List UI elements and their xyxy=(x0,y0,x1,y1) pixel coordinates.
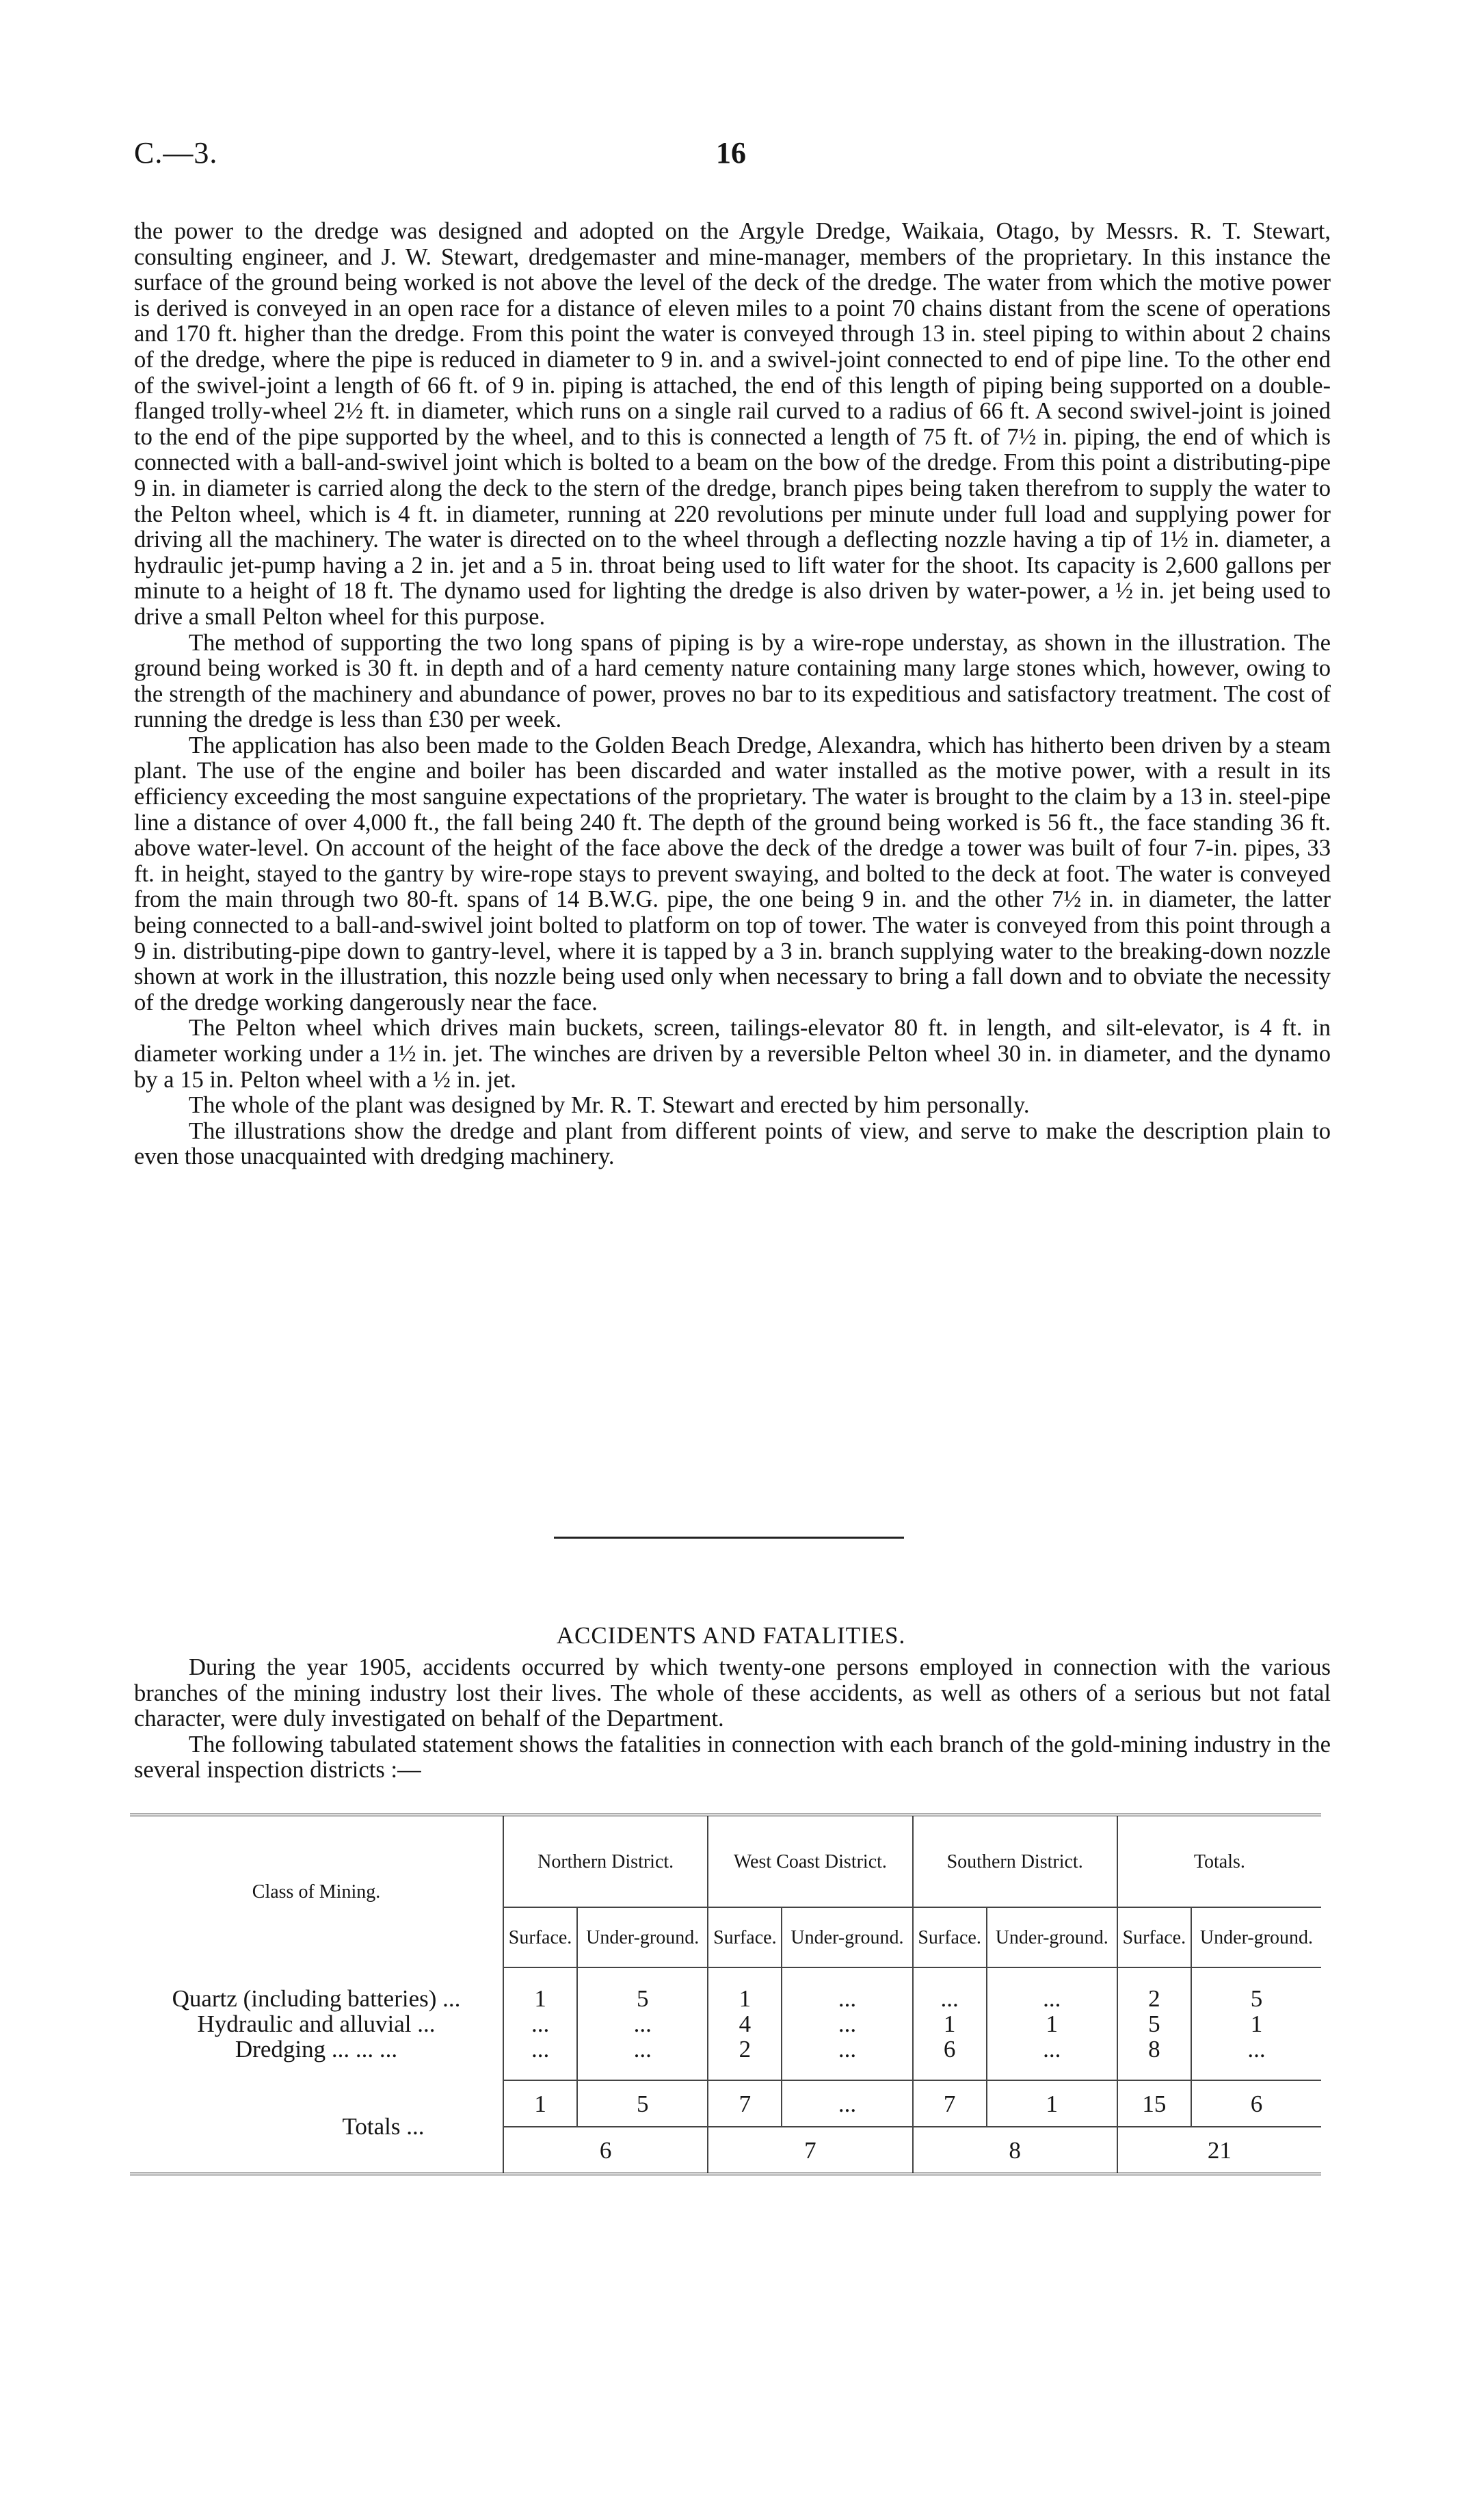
cell: 5 xyxy=(577,2080,708,2127)
section-title: ACCIDENTS AND FATALITIES. xyxy=(556,1622,906,1649)
cell: 7 xyxy=(708,2127,912,2174)
totals-label: Totals ... xyxy=(342,2112,425,2140)
paragraph: The Pelton wheel which drives main buckets, screen, tailings-elevator 80 ft. in length, and silt-elevator, is 4 ft. in diameter working under a 1½ in. jet. The winches are driven by a reversible Pelton wheel 30 in. in diameter, and the dynamo by a 15 in. Pelton wheel with a ½ in. jet. xyxy=(134,1015,1331,1093)
row-label: Hydraulic and alluvial ... xyxy=(197,2011,436,2037)
cell: ... xyxy=(782,2011,912,2037)
paragraph: The method of supporting the two long spans of piping is by a wire-rope understay, as shown in the illustration. The ground being worked is 30 ft. in depth and of a hard cementy nature containing many large stones which, however, owing to the strength of the machinery and abundance of power, proves no bar to its expeditious and satisfactory treatment. The cost of running the dredge is less than £30 per week. xyxy=(134,629,1331,733)
section-divider xyxy=(554,1537,904,1539)
cell: 7 xyxy=(708,2080,782,2127)
cell: 8 xyxy=(913,2127,1117,2174)
cell: ... xyxy=(782,1986,912,2011)
fatalities-table xyxy=(130,1814,1321,2175)
cell: 1 xyxy=(987,2011,1117,2037)
row-label: Quartz (including batteries) ... xyxy=(172,1985,461,2012)
cell: 6 xyxy=(1191,2080,1321,2127)
paragraph: The illustrations show the dredge and plant from different points of view, and serve to make the description plain to even those unacquainted with dredging machinery. xyxy=(134,1117,1331,1170)
district-header-northern: Northern District. xyxy=(503,1815,708,1907)
cell: 2 xyxy=(1117,1986,1191,2011)
cell: 1 xyxy=(503,2080,577,2127)
underground-header: Under-ground. xyxy=(1191,1907,1321,1967)
cell: ... xyxy=(577,2037,708,2062)
table-row xyxy=(130,2011,1321,2037)
document-reference: C.—3. xyxy=(134,136,218,170)
cell: 21 xyxy=(1117,2127,1321,2174)
underground-header: Under-ground. xyxy=(782,1907,912,1967)
cell: 15 xyxy=(1117,2080,1191,2127)
cell: 8 xyxy=(1117,2037,1191,2062)
cell: 4 xyxy=(708,2011,782,2037)
surface-header: Surface. xyxy=(1117,1907,1191,1967)
district-header-totals: Totals. xyxy=(1117,1815,1321,1907)
cell: ... xyxy=(577,2011,708,2037)
cell: 1 xyxy=(913,2011,987,2037)
paragraph: the power to the dredge was designed and adopted on the Argyle Dredge, Waikaia, Otago, by Messrs. R. T. Stewart, consulting engineer, and J. W. Stewart, dredgemaster and mine-manager, members of the proprietary. In this instance the surface of the ground being worked is not above the level of the deck of the dredge. The water from which the motive power is derived is conveyed in an open race for a distance of eleven miles to a point 70 chains distant from the scene of operations and 170 ft. higher than the dredge. From this point the water is conveyed through 13 in. steel piping to within about 2 chains of the dredge, where the pipe is reduced in diameter to 9 in. and a swivel-joint connected to end of pipe line. To the other end of the swivel-joint a length of 66 ft. of 9 in. piping is attached, the end of this length of piping being supported on a double-flanged trolly-wheel 2½ ft. in diameter, which runs on a single rail curved to a radius of 66 ft. A second swivel-joint is joined to the end of the pipe supported by the wheel, and to this is connected a length of 75 ft. of 7½ in. piping, the end of which is connected with a ball-and-swivel joint which is bolted to a beam on the bow of the dredge. From this point a distributing-pipe 9 in. in diameter is carried along the deck to the stern of the dredge, branch pipes being taken therefrom to supply the water to the Pelton wheel, which is 4 ft. in diameter, running at 220 revolutions per minute under full load and supplying power for driving all the machinery. The water is directed on to the wheel through a deflecting nozzle having a tip of 1½ in. diameter, a hydraulic jet-pump having a 2 in. jet and a 5 in. throat being used to lift water for the shoot. Its capacity is 2,600 gallons per minute to a height of 18 ft. The dynamo used for lighting the dredge is also driven by water-power, a ½ in. jet being used to drive a small Pelton wheel for this purpose. xyxy=(134,218,1331,630)
body-text xyxy=(134,219,1331,1170)
paragraph: The following tabulated statement shows the fatalities in connection with each branch of the gold-mining industry in the several inspection districts :— xyxy=(134,1731,1331,1783)
cell: 6 xyxy=(913,2037,987,2062)
paragraph: During the year 1905, accidents occurred by which twenty-one persons employed in connection with the various branches of the mining industry lost their lives. The whole of these accidents, as well as others of a serious but not fatal character, were duly investigated on behalf of the Department. xyxy=(134,1654,1331,1732)
cell: 5 xyxy=(1117,2011,1191,2037)
paragraph: The application has also been made to the Golden Beach Dredge, Alexandra, which has hitherto been driven by a steam plant. The use of the engine and boiler has been discarded and water installed as the motive power, with a result in its efficiency exceeding the most sanguine expectations of the proprietary. The water is brought to the claim by a 13 in. steel-pipe line a distance of over 4,000 ft., the fall being 240 ft. The depth of the ground being worked is 56 ft., the face standing 36 ft. above water-level. On account of the height of the face above the deck of the dredge a tower was built of four 7-in. pipes, 33 ft. in height, stayed to the gantry by wire-rope stays to prevent swaying, and bolted to the deck at foot. The water is conveyed from the main through two 80-ft. spans of 14 B.W.G. pipe, the one being 9 in. and the other 7½ in. in diameter, the latter being connected to a ball-and-swivel joint bolted to platform on top of tower. The water is conveyed from this point through a 9 in. distributing-pipe down to gantry-level, where it is tapped by a 3 in. branch supplying water to the breaking-down nozzle shown at work in the illustration, this nozzle being used only when necessary to bring a fall down and to obviate the necessity of the dredge working dangerously near the face. xyxy=(134,732,1331,1016)
page-number: 16 xyxy=(716,136,746,170)
paragraph: The whole of the plant was designed by Mr. R. T. Stewart and erected by him personally. xyxy=(189,1092,1030,1119)
table-row xyxy=(130,1986,1321,2011)
class-of-mining-header: Class of Mining. xyxy=(252,1881,381,1902)
surface-header: Surface. xyxy=(913,1907,987,1967)
section-intro xyxy=(134,1655,1331,1783)
cell: 1 xyxy=(503,1986,577,2011)
totals-row xyxy=(130,2080,1321,2127)
cell: ... xyxy=(782,2080,912,2127)
cell: 1 xyxy=(1191,2011,1321,2037)
surface-header: Surface. xyxy=(708,1907,782,1967)
page-header xyxy=(134,135,1328,176)
cell: 1 xyxy=(708,1986,782,2011)
row-label: Dredging ... ... ... xyxy=(235,2036,398,2063)
cell: 2 xyxy=(708,2037,782,2062)
cell: ... xyxy=(987,1986,1117,2011)
cell: 6 xyxy=(503,2127,708,2174)
underground-header: Under-ground. xyxy=(577,1907,708,1967)
district-header-west-coast: West Coast District. xyxy=(708,1815,912,1907)
cell: ... xyxy=(503,2011,577,2037)
table-row xyxy=(130,2037,1321,2062)
district-header-southern: Southern District. xyxy=(913,1815,1117,1907)
surface-header: Surface. xyxy=(503,1907,577,1967)
cell: 5 xyxy=(577,1986,708,2011)
cell: ... xyxy=(1191,2037,1321,2062)
cell: 1 xyxy=(987,2080,1117,2127)
cell: 5 xyxy=(1191,1986,1321,2011)
cell: 7 xyxy=(913,2080,987,2127)
cell: ... xyxy=(913,1986,987,2011)
cell: ... xyxy=(503,2037,577,2062)
cell: ... xyxy=(987,2037,1117,2062)
underground-header: Under-ground. xyxy=(987,1907,1117,1967)
cell: ... xyxy=(782,2037,912,2062)
